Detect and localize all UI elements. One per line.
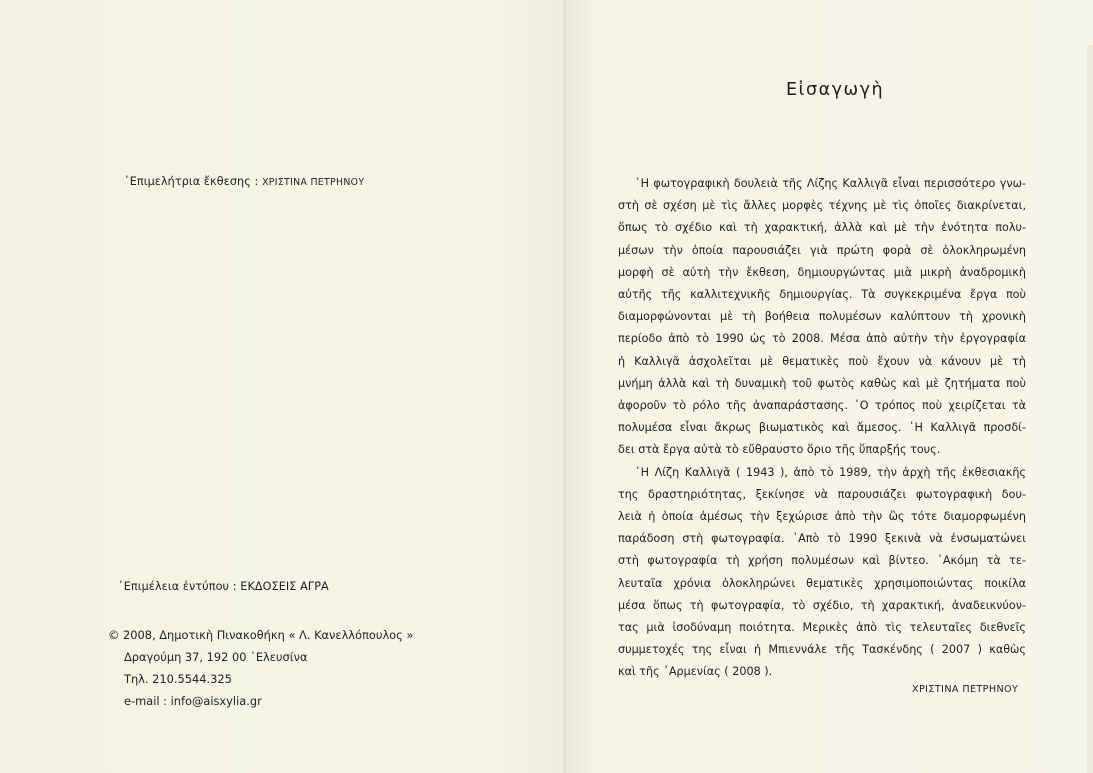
text-line: ῾Η φωτογραφικὴ δουλειὰ τῆς Λίζης Καλλιγᾶ εἶναι περισσότερο γνω-	[635, 177, 1026, 190]
text-line: ῾Η Λίζη Καλλιγᾶ ( 1943 ), ἀπὸ τὸ 1989, τὴν ἀρχὴ τῆς ἐκθεσιακῆς	[635, 465, 1026, 479]
text-line: καὶ τῆς ᾿Αρμενίας ( 2008 ).	[618, 665, 773, 679]
curator-credit	[124, 175, 364, 188]
curator-name: ΧΡΙΣΤΙΝΑ ΠΕΤΡΗΝΟΥ	[262, 177, 365, 188]
text-line: τας μιὰ ἰσοδύναμη ποιότητα. Μερικὲς ἀπὸ τὶς τελευταῖες διεθνεῖς	[618, 621, 1026, 635]
signature: ΧΡΙΣΤΙΝΑ ΠΕΤΡΗΝΟΥ	[912, 684, 1019, 695]
text-line: περίοδο ἀπὸ τὸ 1990 ὡς τὸ 2008. Μέσα ἀπὸ αὐτὴν τὴν ἐργογραφία	[618, 332, 1026, 346]
text-line: αὐτῆς τῆς καλλιτεχνικῆς δημιουργίας. Τὰ συγκεκριμένα ἔργα ποὺ	[618, 288, 1026, 302]
email-line: e-mail : info@aisxylia.gr	[124, 694, 262, 708]
text-line: στὴ σὲ σχέση μὲ τὶς ἄλλες μορφὲς τέχνης μὲ τὶς ὁποῖες διακρίνεται,	[618, 199, 1026, 213]
text-line: συμμετοχές της εἶναι ἡ Μπιεννάλε τῆς Τασκένδης ( 2007 ) καθὼς	[618, 643, 1026, 657]
text-line: μέσων τὴν ὁποία παρουσιάζει γιὰ πρώτη φορὰ σὲ ὁλοκληρωμένη	[618, 243, 1026, 257]
text-line: μορφὴ σὲ αὐτὴ τὴν ἔκθεση, δημιουργώντας μιὰ μικρὴ ἀναδρομικὴ	[618, 265, 1026, 279]
text-line: διαμορφώνονται μὲ τὴ βοήθεια πολυμέσων καλύπτουν τὴ χρονικὴ	[618, 310, 1026, 324]
paragraph-2	[618, 462, 1026, 684]
introduction-text	[618, 173, 1026, 684]
text-line: ὅπως τὸ σχέδιο καὶ τὴ χαρακτική, ἀλλὰ καὶ μὲ τὴν ἑνότητα πολυ-	[618, 221, 1026, 235]
text-line: δει στὰ ἔργα αὐτὰ τὸ εὔθραυστο ὅριο τῆς ὕπαρξής τους.	[618, 443, 941, 457]
print-editor-label: ᾿Επιμέλεια ἐντύπου :	[118, 580, 237, 593]
address-line: Δραγούμη 37, 192 00 ᾿Ελευσίνα	[124, 650, 308, 664]
phone-line: Τηλ. 210.5544.325	[124, 672, 232, 686]
text-line: μνήμη ἀλλὰ καὶ τὴ δυναμικὴ τοῦ φωτὸς καθὼς καὶ μὲ ζητήματα ποὺ	[618, 376, 1026, 390]
text-line: μέσα ὅπως τὴ φωτογραφία, τὸ σχέδιο, τὴ χαρακτική, ἀναδεικνύον-	[618, 598, 1026, 612]
text-line: της δραστηριότητας, ξεκίνησε νὰ παρουσιάζει φωτογραφικὴ δου-	[618, 487, 1026, 501]
text-line: στὴ φωτογραφία τὴ χρήση πολυμέσων καὶ βίντεο. ᾿Ακόμη τὰ τε-	[618, 554, 1026, 568]
text-line: παράδοση στὴ φωτογραφία. ᾿Απὸ τὸ 1990 ξεκινὰ νὰ ἐνσωματώνει	[618, 532, 1026, 546]
page-edge	[1087, 45, 1093, 773]
text-line: ἡ Καλλιγᾶ ἀσχολεῖται μὲ θεματικὲς ποὺ ἔχουν νὰ κάνουν μὲ τὴ	[618, 354, 1026, 368]
text-line: λευταῖα χρόνια ὁλοκληρώνει θεματικὲς χρησιμοποιώντας ποικίλα	[618, 576, 1026, 590]
print-editor-credit	[118, 580, 329, 593]
text-line: λειὰ ἡ ὁποία ἀμέσως τὴν ξεχώρισε ἀπὸ τὴν ὣς τότε διαμορφωμένη	[618, 510, 1026, 524]
text-line: ἀφοροῦν τὸ ρόλο τῆς ἀναπαράστασης. ῾Ο τρόπος ποὺ χειρίζεται τὰ	[618, 399, 1026, 413]
print-editor-name: ΕΚΔΟΣΕΙΣ ΑΓΡΑ	[240, 580, 329, 593]
copyright-block	[108, 624, 413, 712]
paragraph-1	[618, 173, 1026, 462]
curator-label: ᾿Επιμελήτρια ἔκθεσης :	[124, 175, 259, 188]
text-line: πολυμέσα εἶναι ἄκρως βιωματικὸς καὶ ἄμεσος. ῾Η Καλλιγᾶ προσδί-	[618, 421, 1026, 435]
copyright-line: © 2008, Δημοτικὴ Πινακοθήκη « Λ. Κανελλόπουλος »	[108, 628, 414, 642]
page-title: Εἰσαγωγὴ	[786, 80, 885, 100]
